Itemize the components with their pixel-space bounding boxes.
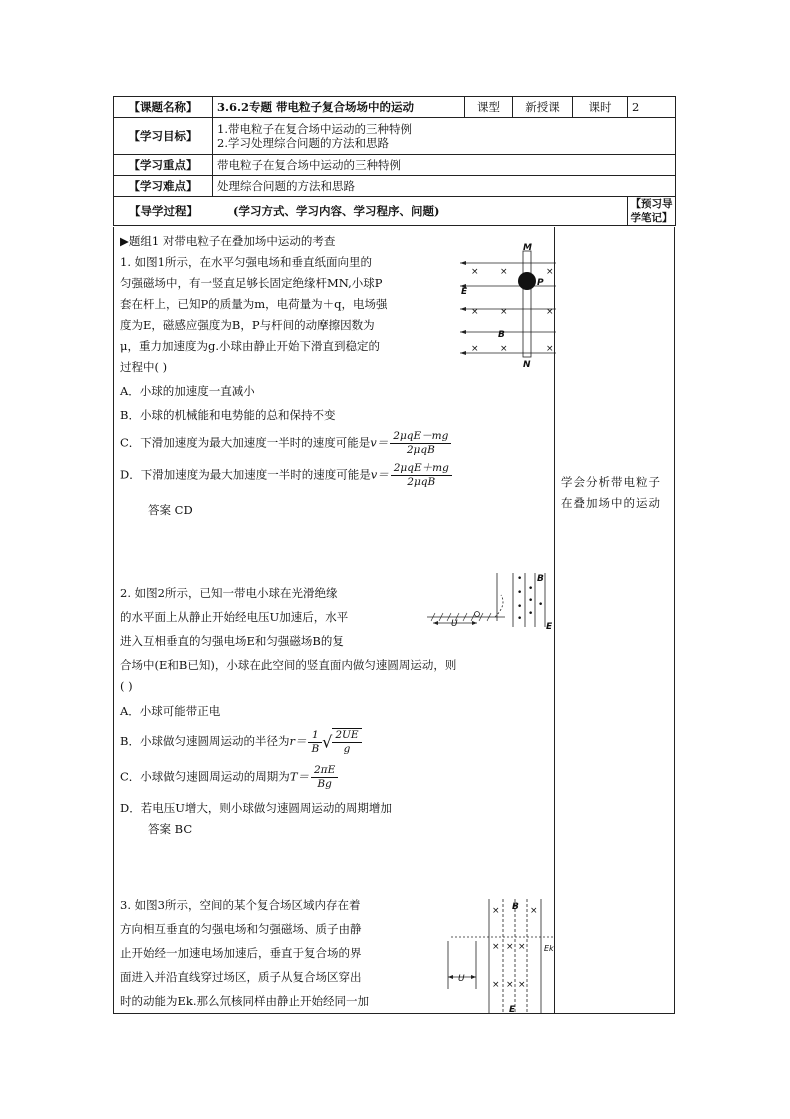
svg-text:×: × [546, 267, 554, 277]
svg-text:×: × [518, 980, 526, 990]
svg-text:B: B [537, 574, 544, 584]
svg-text:×: × [530, 906, 538, 916]
svg-text:•: • [517, 574, 523, 584]
q2-line: 进入互相垂直的匀强电场E和匀强磁场B的复 [120, 634, 344, 648]
figure-3 [445, 897, 557, 1015]
hours-label: 课时 [573, 97, 628, 118]
q1-answer: 答案 CD [148, 503, 193, 517]
svg-text:×: × [471, 344, 479, 354]
q1-option-a: A．小球的加速度一直减小 [120, 384, 255, 398]
svg-text:×: × [518, 942, 526, 952]
q3-line: 面进入并沿直线穿过场区，质子从复合场区穿出 [120, 970, 362, 984]
study-note: 学会分析带电粒子在叠加场中的运动 [561, 475, 661, 510]
svg-text:×: × [500, 344, 508, 354]
svg-text:•: • [538, 600, 544, 610]
svg-text:•: • [517, 588, 523, 598]
type-label: 课型 [465, 97, 513, 118]
svg-text:E: E [461, 287, 468, 297]
goal-line-2: 2.学习处理综合问题的方法和思路 [217, 136, 389, 150]
q3-line: 3. 如图3所示，空间的某个复合场区域内存在着 [120, 898, 361, 912]
svg-text:×: × [471, 307, 479, 317]
q2-option-c: C．小球做匀速圆周运动的周期为T＝ $\frac{2\pi E}{Bg}$ [120, 764, 552, 794]
svg-text:×: × [500, 267, 508, 277]
title-value: 3.6.2专题 带电粒子复合场场中的运动 [213, 97, 465, 118]
svg-text:•: • [528, 609, 534, 619]
key-label: 【学习重点】 [114, 155, 213, 176]
q1-option-d-fraction: $\frac{\text{2μqE＋mg}}{\text{2μqB}}$ [391, 462, 452, 489]
group-title: ▶题组1 对带电粒子在叠加场中运动的考查 [120, 234, 336, 248]
svg-text:Ek: Ek [544, 944, 554, 953]
q1-option-d: D．下滑加速度为最大加速度一半时的速度可能是v＝ $\frac{\text{2μqE＋mg}}{\text{2μqB}}$ [120, 462, 552, 492]
q3-line: 时的动能为Ek.那么氘核同样由静止开始经同一加 [120, 994, 370, 1008]
difficulty-value: 处理综合问题的方法和思路 [213, 176, 676, 197]
svg-text:×: × [492, 980, 500, 990]
q3-line: 止开始经一加速电场加速后，垂直于复合场的界 [120, 946, 362, 960]
q1-line: 过程中( ) [120, 360, 168, 374]
svg-text:P: P [537, 278, 544, 288]
q1-option-c: C．下滑加速度为最大加速度一半时的速度可能是v＝ $\frac{\text{2μqE－mg}}{\text{2μqB}}$ [120, 430, 552, 460]
goal-label: 【学习目标】 [114, 118, 213, 155]
q2-answer: 答案 BC [148, 822, 193, 836]
q1-option-b: B．小球的机械能和电势能的总和保持不变 [120, 408, 336, 422]
process-desc: (学习方式、学习内容、学习程序、问题) [233, 204, 440, 218]
ball-p [518, 272, 536, 290]
q3-line: 方向相互垂直的匀强电场和匀强磁场、质子由静 [120, 922, 362, 936]
q2-line: 2. 如图2所示，已知一带电小球在光滑绝缘 [120, 586, 338, 600]
content-area [113, 227, 675, 1014]
key-value: 带电粒子在复合场中运动的三种特例 [213, 155, 676, 176]
svg-text:U: U [458, 974, 465, 984]
svg-text:U: U [451, 619, 458, 629]
lesson-plan [113, 96, 675, 1014]
q2-line: 合场中(E和B已知)，小球在此空间的竖直面内做匀速圆周运动，则 [120, 658, 457, 672]
q1-line: 1. 如图1所示，在水平匀强电场和垂直纸面向里的 [120, 255, 372, 269]
q2-option-b: B．小球做匀速圆周运动的半径为r＝ $\frac{1}{B}$ √ $\frac{2UE}{g}$ [120, 728, 552, 760]
svg-text:×: × [546, 307, 554, 317]
svg-text:E: E [546, 622, 553, 632]
q1-line: μ，重力加速度为g.小球由静止开始下滑直到稳定的 [120, 339, 380, 353]
figure-2 [425, 569, 560, 641]
svg-text:•: • [517, 614, 523, 624]
svg-text:N: N [523, 360, 531, 369]
title-label: 【课题名称】 [114, 97, 213, 118]
goal-line-1: 1.带电粒子在复合场中运动的三种特例 [217, 122, 412, 136]
svg-text:•: • [528, 584, 534, 594]
svg-text:M: M [523, 243, 532, 253]
svg-text:×: × [506, 980, 514, 990]
q1-option-c-fraction: $\frac{\text{2μqE－mg}}{\text{2μqB}}$ [390, 430, 451, 457]
notes-label: 【预习导学笔记】 [628, 197, 676, 226]
q2-option-d: D．若电压U增大，则小球做匀速圆周运动的周期增加 [120, 801, 392, 815]
svg-text:×: × [471, 267, 479, 277]
svg-text:×: × [492, 906, 500, 916]
header-table [113, 96, 676, 226]
q1-line: 匀强磁场中，有一竖直足够长固定绝缘杆MN,小球P [120, 276, 383, 290]
svg-text:•: • [528, 596, 534, 606]
svg-text:B: B [512, 902, 519, 912]
svg-text:×: × [506, 942, 514, 952]
q1-line: 度为E，磁感应强度为B，P与杆间的动摩擦因数为 [120, 318, 375, 332]
svg-text:×: × [492, 942, 500, 952]
svg-text:E: E [509, 1005, 516, 1015]
q1-line: 套在杆上，已知P的质量为m，电荷量为＋q，电场强 [120, 297, 388, 311]
svg-text:B: B [498, 330, 505, 340]
svg-text:×: × [546, 344, 554, 354]
q2-option-a: A．小球可能带正电 [120, 704, 221, 718]
figure-1 [458, 239, 558, 369]
process-label: 【导学过程】 [129, 204, 198, 218]
difficulty-label: 【学习难点】 [114, 176, 213, 197]
hours-value: 2 [628, 97, 676, 118]
svg-text:×: × [500, 307, 508, 317]
q2-line: 的水平面上从静止开始经电压U加速后，水平 [120, 610, 349, 624]
type-value: 新授课 [513, 97, 573, 118]
svg-text:•: • [517, 602, 523, 612]
q2-line: ( ) [120, 679, 133, 693]
